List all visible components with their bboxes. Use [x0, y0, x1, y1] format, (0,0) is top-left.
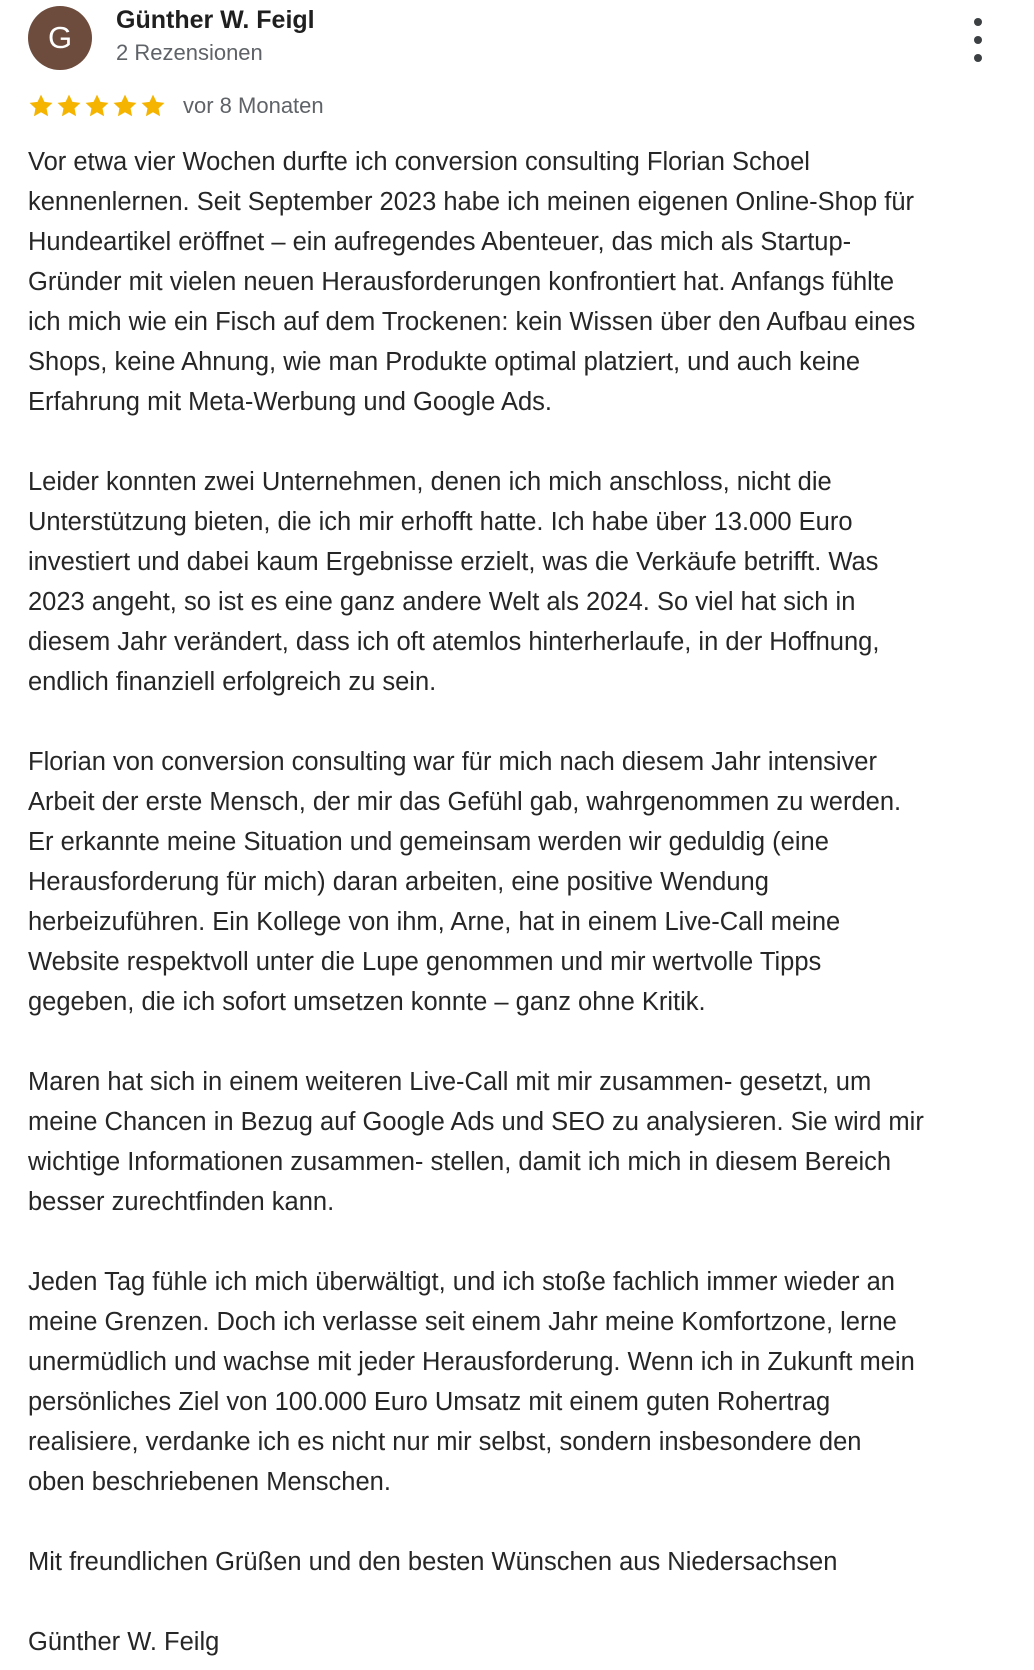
review-paragraph: Jeden Tag fühle ich mich überwältigt, und ich stoße fachlich immer wieder an meine Grenzen. Doch ich verlasse seit einem Jahr meine Komfortzone, lerne unermüdlich und wachse mit jeder Herausforderung. Wenn ich in Zukunft mein persönliches Ziel von 100.000 Euro Umsatz mit einem guten Rohertrag realisiere, verdanke ich es nicht nur mir selbst, sondern insbesondere den oben beschriebenen Menschen.	[28, 1268, 915, 1496]
review-paragraph: Florian von conversion consulting war für mich nach diesem Jahr intensiver Arbeit der erste Mensch, der mir das Gefühl gab, wahrgenommen zu werden. Er erkannte meine Situation und gemeinsam werden wir geduldig (eine Herausforderung für mich) daran arbeiten, eine positive Wendung herbeizuführen. Ein Kollege von ihm, Arne, hat in einem Live-Call meine Website respektvoll unter die Lupe genommen und mir wertvolle Tipps gegeben, die ich sofort umsetzen konnte – ganz ohne Kritik.	[28, 748, 902, 1016]
star-filled-icon	[83, 92, 111, 120]
more-vert-icon	[974, 18, 982, 26]
more-vert-icon-dot	[974, 54, 982, 62]
star-filled-icon	[55, 92, 83, 120]
review-paragraph: Vor etwa vier Wochen durfte ich conversion consulting Florian Schoel kennenlernen. Seit September 2023 habe ich meinen eigenen Online-Shop für Hundeartikel eröffnet – ein aufregendes Abenteuer, das mich als Startup- Gründer mit vielen neuen Herausforderungen konfrontiert hat. Anfangs fühlte ich mich wie ein Fisch auf dem Trockenen: kein Wissen über den Aufbau eines Shops, keine Ahnung, wie man Produkte optimal platziert, und auch keine Erfahrung mit Meta-Werbung und Google Ads.	[28, 148, 916, 416]
rating-row	[27, 90, 324, 122]
star-filled-icon	[139, 92, 167, 120]
review-closing: Mit freundlichen Grüßen und den besten Wünschen aus Niedersachsen	[28, 1548, 838, 1576]
review-timestamp: vor 8 Monaten	[183, 93, 324, 118]
review-signature: Günther W. Feilg	[28, 1628, 220, 1656]
more-options-button[interactable]	[968, 18, 988, 62]
review-paragraph: Maren hat sich in einem weiteren Live-Call mit mir zusammen- gesetzt, um meine Chancen in Bezug auf Google Ads und SEO zu analysieren. Sie wird mir wichtige Informationen zusammen- stellen, damit ich mich in diesem Bereich besser zurechtfinden kann.	[28, 1068, 924, 1216]
author-review-count: 2 Rezensionen	[116, 40, 263, 65]
review-header	[28, 6, 1008, 76]
star-filled-icon	[111, 92, 139, 120]
more-vert-icon-dot	[974, 36, 982, 44]
author-name[interactable]: Günther W. Feigl	[116, 6, 315, 34]
star-filled-icon	[27, 92, 55, 120]
review-paragraph: Leider konnten zwei Unternehmen, denen ich mich anschloss, nicht die Unterstützung bieten, die ich mir erhofft hatte. Ich habe über 13.000 Euro investiert und dabei kaum Ergebnisse erzielt, was die Verkäufe betrifft. Was 2023 angeht, so ist es eine ganz andere Welt als 2024. So viel hat sich in diesem Jahr verändert, dass ich oft atemlos hinterherlaufe, in der Hoffnung, endlich finanziell erfolgreich zu sein.	[28, 468, 880, 696]
review-text	[28, 142, 1018, 1662]
star-rating	[27, 92, 167, 120]
avatar[interactable]: G	[28, 6, 92, 70]
